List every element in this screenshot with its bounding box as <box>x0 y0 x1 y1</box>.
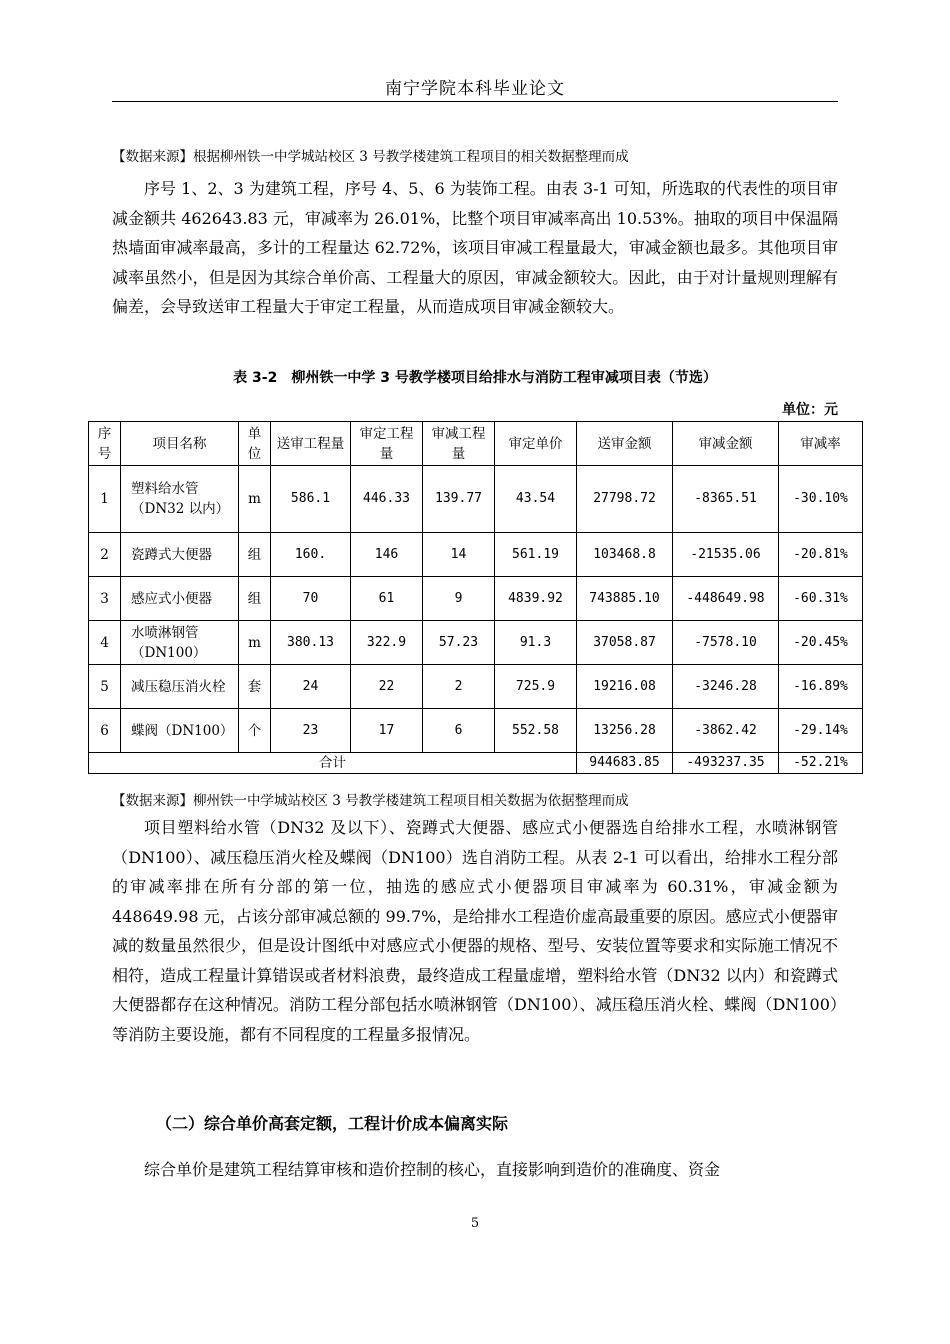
column-header: 送审金额 <box>577 422 673 466</box>
cell-reduced-qty: 14 <box>423 533 495 577</box>
column-header: 送审工程量 <box>271 422 351 466</box>
cell-submitted-qty: 24 <box>271 665 351 709</box>
column-header: 项目名称 <box>121 422 239 466</box>
table-total-row <box>89 753 863 774</box>
total-reduced-amount: -493237.35 <box>673 753 779 774</box>
cell-submitted-amount: 743885.10 <box>577 577 673 621</box>
cell-unit-price: 552.58 <box>495 709 577 753</box>
cell-reduced-qty: 139.77 <box>423 466 495 533</box>
cell-reduction-rate: -16.89% <box>779 665 863 709</box>
cell-unit-price: 43.54 <box>495 466 577 533</box>
paragraph-text: 项目塑料给水管（DN32 及以下）、瓷蹲式大便器、感应式小便器选自给排水工程，水喷淋钢管（DN100）、减压稳压消火栓及蝶阀（DN100）选自消防工程。从表 2-1 可以看出，给排水工程分部的审减率排在所有分部的第一位，抽选的感应式小便器项目审减率为 60.31%，审减金额为 448649.98 元，占该分部审减总额的 99.7%，是给排水工程造价虚高最重要的原因。感应式小便器审减的数量虽然很少，但是设计图纸中对感应式小便器的规格、型号、安装位置等要求和实际施工情况不相符，造成工程量计算错误或者材料浪费，最终造成工程量虚增，塑料给水管（DN32 以内）和瓷蹲式大便器都存在这种情况。消防工程分部包括水喷淋钢管（DN100）、减压稳压消火栓、蝶阀（DN100）等消防主要设施，都有不同程度的工程量多报情况。 <box>112 818 838 1044</box>
cell-no: 5 <box>89 665 121 709</box>
cell-submitted-amount: 103468.8 <box>577 533 673 577</box>
total-label: 合计 <box>89 753 577 774</box>
cell-submitted-amount: 27798.72 <box>577 466 673 533</box>
cell-unit: 套 <box>239 665 271 709</box>
cell-reduced-amount: -448649.98 <box>673 577 779 621</box>
page-number: 5 <box>470 1216 480 1231</box>
cell-approved-qty: 22 <box>351 665 423 709</box>
column-header: 审减工程量 <box>423 422 495 466</box>
cell-reduction-rate: -20.45% <box>779 621 863 665</box>
table-row <box>89 709 863 753</box>
table-row <box>89 466 863 533</box>
table-row <box>89 621 863 665</box>
cell-reduced-amount: -3246.28 <box>673 665 779 709</box>
cell-submitted-qty: 586.1 <box>271 466 351 533</box>
cell-approved-qty: 446.33 <box>351 466 423 533</box>
paragraph-text: 序号 1、2、3 为建筑工程，序号 4、5、6 为装饰工程。由表 3-1 可知，所选取的代表性的项目审减金额共 462643.83 元，审减率为 26.01%，比整个项目审减率高出 10.53%。抽取的项目中保温隔热墙面审减率最高，多计的工程量达 62.72%，该项目审减工程量最大，审减金额也最多。其他项目审减率虽然小，但是因为其综合单价高、工程量大的原因，审减金额较大。因此，由于对计量规则理解有偏差，会导致送审工程量大于审定工程量，从而造成项目审减金额较大。 <box>112 179 838 316</box>
cell-reduced-amount: -3862.42 <box>673 709 779 753</box>
column-header: 审减率 <box>779 422 863 466</box>
cell-unit: m <box>239 466 271 533</box>
cell-no: 1 <box>89 466 121 533</box>
column-header: 单位 <box>239 422 271 466</box>
cell-reduction-rate: -60.31% <box>779 577 863 621</box>
cell-unit: 个 <box>239 709 271 753</box>
cell-submitted-qty: 380.13 <box>271 621 351 665</box>
cell-unit-price: 561.19 <box>495 533 577 577</box>
body-paragraph <box>112 174 838 322</box>
cell-unit-price: 725.9 <box>495 665 577 709</box>
cell-no: 3 <box>89 577 121 621</box>
body-paragraph <box>112 1155 838 1185</box>
cell-no: 4 <box>89 621 121 665</box>
cell-reduced-amount: -8365.51 <box>673 466 779 533</box>
cell-unit: 组 <box>239 533 271 577</box>
cell-submitted-amount: 13256.28 <box>577 709 673 753</box>
cell-submitted-amount: 37058.87 <box>577 621 673 665</box>
table-caption: 表 3-2 柳州铁一中学 3 号教学楼项目给排水与消防工程审减项目表（节选） <box>233 370 717 386</box>
cell-submitted-qty: 160. <box>271 533 351 577</box>
body-paragraph <box>112 813 838 1049</box>
cell-submitted-qty: 70 <box>271 577 351 621</box>
table-row <box>89 533 863 577</box>
paragraph-text: 综合单价是建筑工程结算审核和造价控制的核心，直接影响到造价的准确度、资金 <box>144 1160 721 1179</box>
cell-unit: m <box>239 621 271 665</box>
cell-unit-price: 91.3 <box>495 621 577 665</box>
cell-item-name: 蝶阀（DN100） <box>121 709 239 753</box>
column-header: 审定单价 <box>495 422 577 466</box>
cell-reduction-rate: -29.14% <box>779 709 863 753</box>
cell-reduced-amount: -21535.06 <box>673 533 779 577</box>
cell-item-name: 瓷蹲式大便器 <box>121 533 239 577</box>
cell-item-name: 塑料给水管（DN32 以内） <box>121 466 239 533</box>
table-unit-label: 单位：元 <box>782 402 838 418</box>
cell-unit-price: 4839.92 <box>495 577 577 621</box>
audit-reduction-table <box>88 421 863 774</box>
cell-reduced-qty: 6 <box>423 709 495 753</box>
cell-approved-qty: 146 <box>351 533 423 577</box>
cell-reduced-qty: 2 <box>423 665 495 709</box>
cell-approved-qty: 17 <box>351 709 423 753</box>
cell-no: 6 <box>89 709 121 753</box>
column-header: 审减金额 <box>673 422 779 466</box>
table-row <box>89 577 863 621</box>
cell-reduced-amount: -7578.10 <box>673 621 779 665</box>
cell-item-name: 水喷淋钢管（DN100） <box>121 621 239 665</box>
column-header: 审定工程量 <box>351 422 423 466</box>
cell-approved-qty: 322.9 <box>351 621 423 665</box>
cell-submitted-qty: 23 <box>271 709 351 753</box>
cell-item-name: 减压稳压消火栓 <box>121 665 239 709</box>
cell-approved-qty: 61 <box>351 577 423 621</box>
cell-unit: 组 <box>239 577 271 621</box>
total-submitted-amount: 944683.85 <box>577 753 673 774</box>
section-heading: （二）综合单价高套定额，工程计价成本偏离实际 <box>156 1114 509 1133</box>
table-header-row <box>89 422 863 466</box>
cell-reduction-rate: -30.10% <box>779 466 863 533</box>
cell-reduced-qty: 9 <box>423 577 495 621</box>
cell-item-name: 感应式小便器 <box>121 577 239 621</box>
header-rule <box>112 101 838 102</box>
data-source-note: 【数据来源】柳州铁一中学城站校区 3 号教学楼建筑工程项目相关数据为依据整理而成 <box>112 793 629 809</box>
data-source-note: 【数据来源】根据柳州铁一中学城站校区 3 号教学楼建筑工程项目的相关数据整理而成 <box>112 149 629 165</box>
running-header-title: 南宁学院本科毕业论文 <box>385 79 565 99</box>
cell-reduction-rate: -20.81% <box>779 533 863 577</box>
column-header: 序号 <box>89 422 121 466</box>
table-row <box>89 665 863 709</box>
cell-reduced-qty: 57.23 <box>423 621 495 665</box>
cell-no: 2 <box>89 533 121 577</box>
cell-submitted-amount: 19216.08 <box>577 665 673 709</box>
total-reduction-rate: -52.21% <box>779 753 863 774</box>
